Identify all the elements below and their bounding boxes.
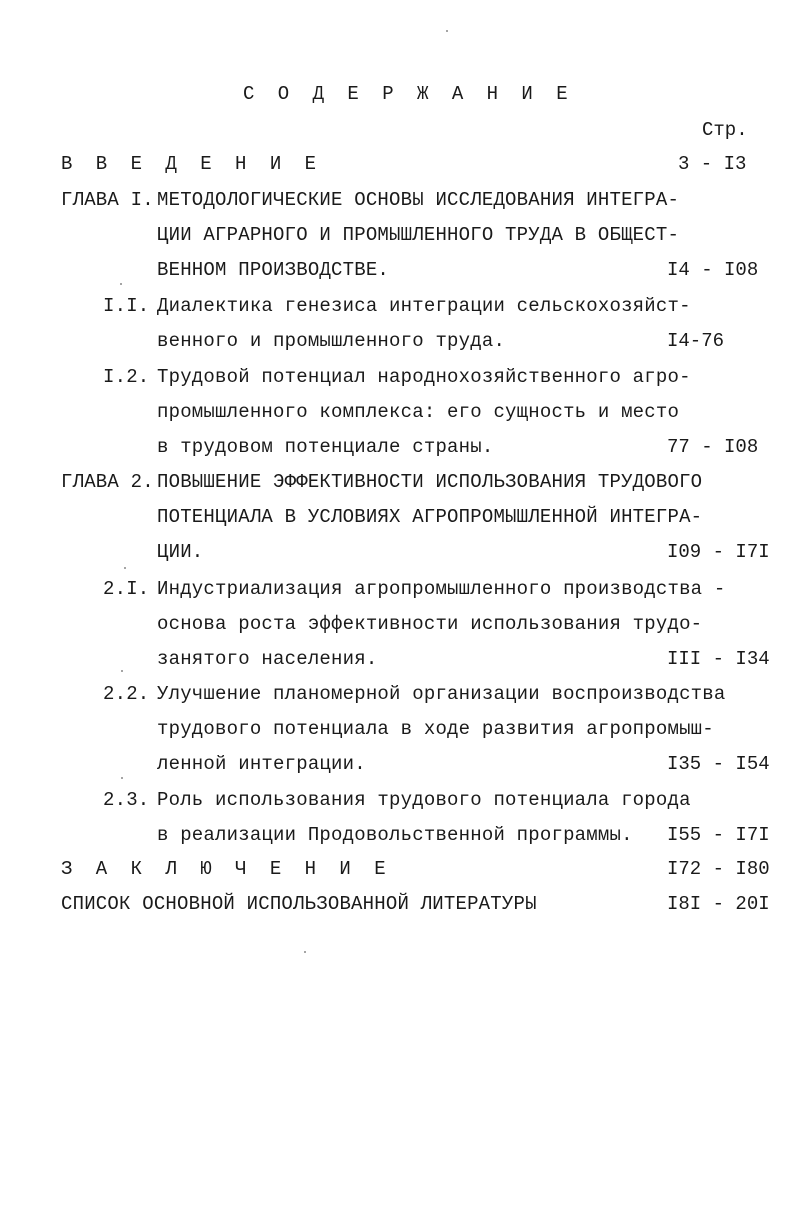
- page-column-header: Стр.: [702, 119, 748, 141]
- chapter-2-title-line: ЦИИ.: [157, 541, 204, 563]
- chapter-2-title-line: ПОВЫШЕНИЕ ЭФФЕКТИВНОСТИ ИСПОЛЬЗОВАНИЯ ТРУДОВОГО: [157, 471, 703, 493]
- section-1-1-title-line: венного и промышленного труда.: [157, 330, 506, 352]
- chapter-1-title-line: ВЕННОМ ПРОИЗВОДСТВЕ.: [157, 259, 390, 281]
- chapter-1-title-line: ЦИИ АГРАРНОГО И ПРОМЫШЛЕННОГО ТРУДА В ОБЩЕСТ-: [157, 224, 680, 246]
- chapter-2-title-line: ПОТЕНЦИАЛА В УСЛОВИЯХ АГРОПРОМЫШЛЕННОЙ ИНТЕГРА-: [157, 506, 703, 528]
- section-1-2-title-line: Трудовой потенциал народнохозяйственного агро-: [157, 366, 691, 388]
- section-2-2-title-line: ленной интеграции.: [157, 753, 366, 775]
- scan-speck: [120, 283, 122, 285]
- section-1-1-pages: I4-76: [667, 330, 725, 352]
- section-2-1-title-line: Индустриализация агропромышленного производства -: [157, 578, 726, 600]
- chapter-2-label: ГЛАВА 2.: [61, 471, 154, 493]
- section-2-2-title-line: трудового потенциала в ходе развития агропромыш-: [157, 718, 714, 740]
- section-2-3-number: 2.3.: [103, 789, 150, 811]
- scan-speck: [304, 951, 306, 953]
- chapter-1-label: ГЛАВА I.: [61, 189, 154, 211]
- chapter-1-pages: I4 - I08: [667, 259, 759, 281]
- scan-speck: [121, 670, 123, 672]
- section-2-2-title-line: Улучшение планомерной организации воспроизводства: [157, 683, 726, 705]
- toc-entry-conclusion: З А К Л Ю Ч Е Н И Е: [61, 858, 392, 880]
- section-2-2-pages: I35 - I54: [667, 753, 770, 775]
- section-2-1-number: 2.I.: [103, 578, 150, 600]
- section-1-2-title-line: в трудовом потенциале страны.: [157, 436, 494, 458]
- section-2-1-pages: III - I34: [667, 648, 770, 670]
- section-1-2-title-line: промышленного комплекса: его сущность и место: [157, 401, 680, 423]
- section-1-2-pages: 77 - I08: [667, 436, 759, 458]
- chapter-1-title-line: МЕТОДОЛОГИЧЕСКИЕ ОСНОВЫ ИССЛЕДОВАНИЯ ИНТЕГРА-: [157, 189, 680, 211]
- section-2-3-title-line: Роль использования трудового потенциала города: [157, 789, 691, 811]
- section-2-3-title-line: в реализации Продовольственной программы.: [157, 824, 633, 846]
- section-2-1-title-line: основа роста эффективности использования трудо-: [157, 613, 703, 635]
- toc-entry-bibliography: СПИСОК ОСНОВНОЙ ИСПОЛЬЗОВАННОЙ ЛИТЕРАТУРЫ: [61, 893, 537, 915]
- section-2-2-number: 2.2.: [103, 683, 150, 705]
- chapter-2-pages: I09 - I7I: [667, 541, 770, 563]
- section-1-1-number: I.I.: [103, 295, 150, 317]
- scan-speck: [121, 777, 123, 779]
- section-2-3-pages: I55 - I7I: [667, 824, 770, 846]
- section-2-1-title-line: занятого населения.: [157, 648, 378, 670]
- scan-speck: [446, 30, 448, 32]
- toc-pages-bibliography: I8I - 20I: [667, 893, 770, 915]
- section-1-1-title-line: Диалектика генезиса интеграции сельскохозяйст-: [157, 295, 691, 317]
- toc-pages-conclusion: I72 - I80: [667, 858, 770, 880]
- page-title: С О Д Е Р Ж А Н И Е: [243, 83, 574, 105]
- toc-pages-introduction: 3 - I3: [678, 153, 747, 175]
- scan-speck: [124, 567, 126, 569]
- section-1-2-number: I.2.: [103, 366, 150, 388]
- toc-entry-introduction: В В Е Д Е Н И Е: [61, 153, 323, 175]
